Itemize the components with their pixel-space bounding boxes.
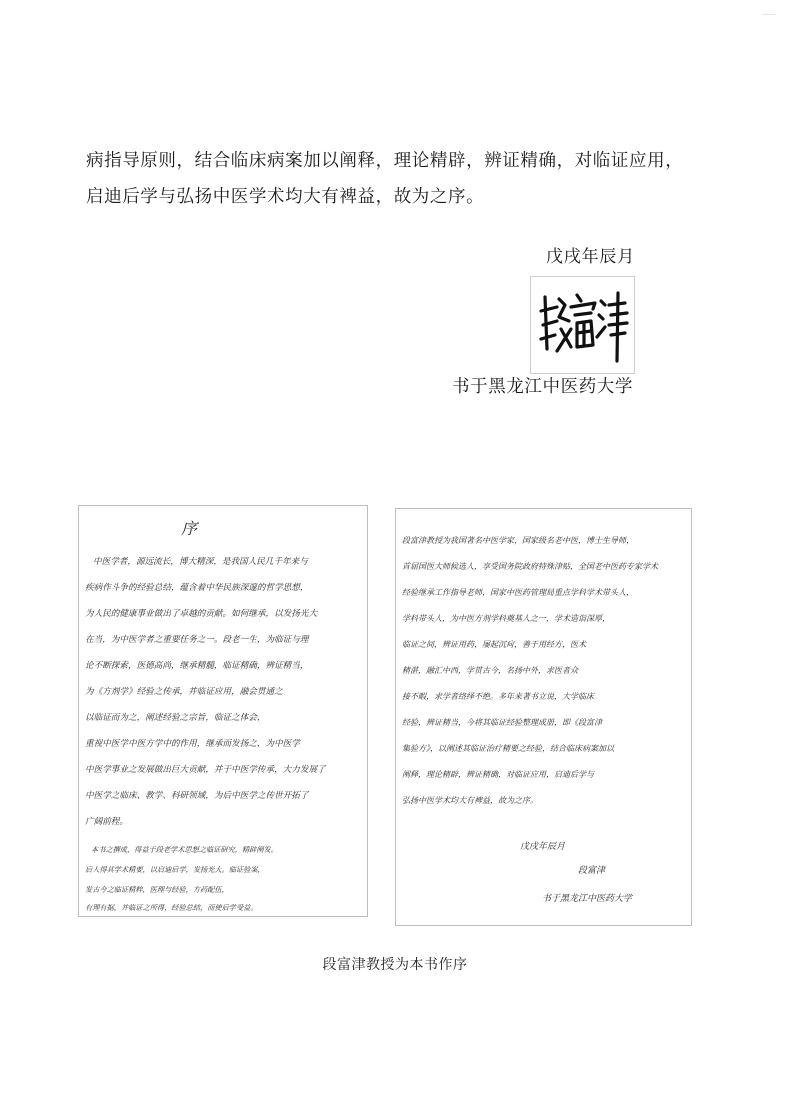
manuscript-line: 疾病作斗争的经验总结，蕴含着中华民族深邃的哲学思想， bbox=[85, 583, 309, 593]
date-line: 戊戌年辰月 bbox=[546, 247, 635, 267]
signature-strokes bbox=[531, 277, 634, 373]
manuscript-line: 有理有据，并临证之所得，经验总结，而使后学受益。 bbox=[85, 903, 258, 912]
manuscript-line: 本书之撰成，得益于段老学术思想之临证研究，精辟阐发。 bbox=[91, 845, 278, 854]
manuscript-line: 临证之间，辨证用药，屡起沉疴，善于用经方，医术 bbox=[402, 640, 586, 649]
signature-image bbox=[530, 276, 635, 374]
manuscript-line: 学科带头人，为中医方剂学科奠基人之一，学术造诣深厚， bbox=[402, 614, 610, 623]
manuscript-line: 弘扬中医学术均大有裨益，故为之序。 bbox=[402, 796, 538, 805]
manuscript-line: 经验继承工作指导老师，国家中医药管理局重点学科学术带头人， bbox=[402, 588, 634, 597]
manuscript-line: 中医学者，源远流长，博大精深，是我国人民几千年来与 bbox=[93, 557, 308, 567]
paragraph-line: 病指导原则，结合临床病案加以阐释，理论精辟，辨证精确，对临证应用， bbox=[86, 151, 684, 171]
manuscript-line: 精湛，融汇中西，学贯古今，名扬中外，求医者众 bbox=[402, 666, 578, 675]
place-line: 书于黑龙江中医药大学 bbox=[452, 377, 633, 397]
manuscript-line: 为人民的健康事业做出了卓越的贡献。如何继承，以发扬光大 bbox=[85, 609, 318, 619]
manuscript-signature: 段富津 bbox=[578, 866, 606, 876]
manuscript-line: 经验，辨证精当，今将其临证经验整理成册，即《段富津 bbox=[402, 718, 602, 727]
manuscript-page-right bbox=[395, 508, 692, 926]
manuscript-line: 发古今之临证精粹，医理与经验，方药配伍， bbox=[85, 885, 229, 894]
preface-paragraph bbox=[86, 143, 726, 215]
manuscript-place: 书于黑龙江中医药大学 bbox=[542, 894, 633, 904]
manuscript-line: 广阔前程。 bbox=[85, 817, 128, 827]
manuscript-line: 段富津教授为我国著名中医学家，国家级名老中医，博士生导师， bbox=[402, 536, 634, 545]
manuscript-page-left bbox=[78, 505, 368, 917]
figure-caption: 段富津教授为本书作序 bbox=[322, 957, 468, 973]
manuscript-date: 戊戌年辰月 bbox=[520, 842, 566, 852]
manuscript-line: 论不断探索，医德高尚，继承精髓，临证精确，辨证精当， bbox=[85, 661, 309, 671]
manuscript-line: 后人得其学术精要，以启迪后学，发扬光大。临证验案， bbox=[85, 865, 265, 874]
manuscript-line: 中医学之临床、教学、科研领域，为后中医学之传世开拓了 bbox=[85, 791, 309, 801]
corner-mark bbox=[762, 14, 776, 15]
paragraph-line: 启迪后学与弘扬中医学术均大有裨益，故为之序。 bbox=[86, 187, 485, 207]
manuscript-right-image bbox=[396, 509, 691, 925]
manuscript-line: 为《方剂学》经验之传承，并临证应用，融会贯通之 bbox=[85, 687, 283, 697]
manuscript-line: 中医学事业之发展做出巨大贡献，并于中医学传承，大力发展了 bbox=[85, 765, 326, 775]
manuscript-left-image bbox=[79, 506, 367, 916]
manuscript-line: 以临证而为之，阐述经验之宗旨，临证之体会， bbox=[85, 713, 266, 723]
manuscript-line: 重视中医学中医方学中的作用，继承而发扬之，为中医学 bbox=[85, 739, 300, 749]
manuscript-line: 首届国医大师候选人，享受国务院政府特殊津贴，全国老中医药专家学术 bbox=[402, 562, 658, 571]
manuscript-line: 在当，为中医学者之重要任务之一。段老一生，为临证与理 bbox=[85, 635, 309, 645]
manuscript-title: 序 bbox=[181, 519, 198, 538]
manuscript-line: 集验方》，以阐述其临证治疗精要之经验，结合临床病案加以 bbox=[402, 744, 614, 753]
manuscript-line: 接不暇，求学者络绎不绝。多年来著书立说，大学临床 bbox=[402, 692, 594, 701]
manuscript-line: 阐释，理论精辟，辨证精确，对临证应用，启迪后学与 bbox=[402, 770, 594, 779]
